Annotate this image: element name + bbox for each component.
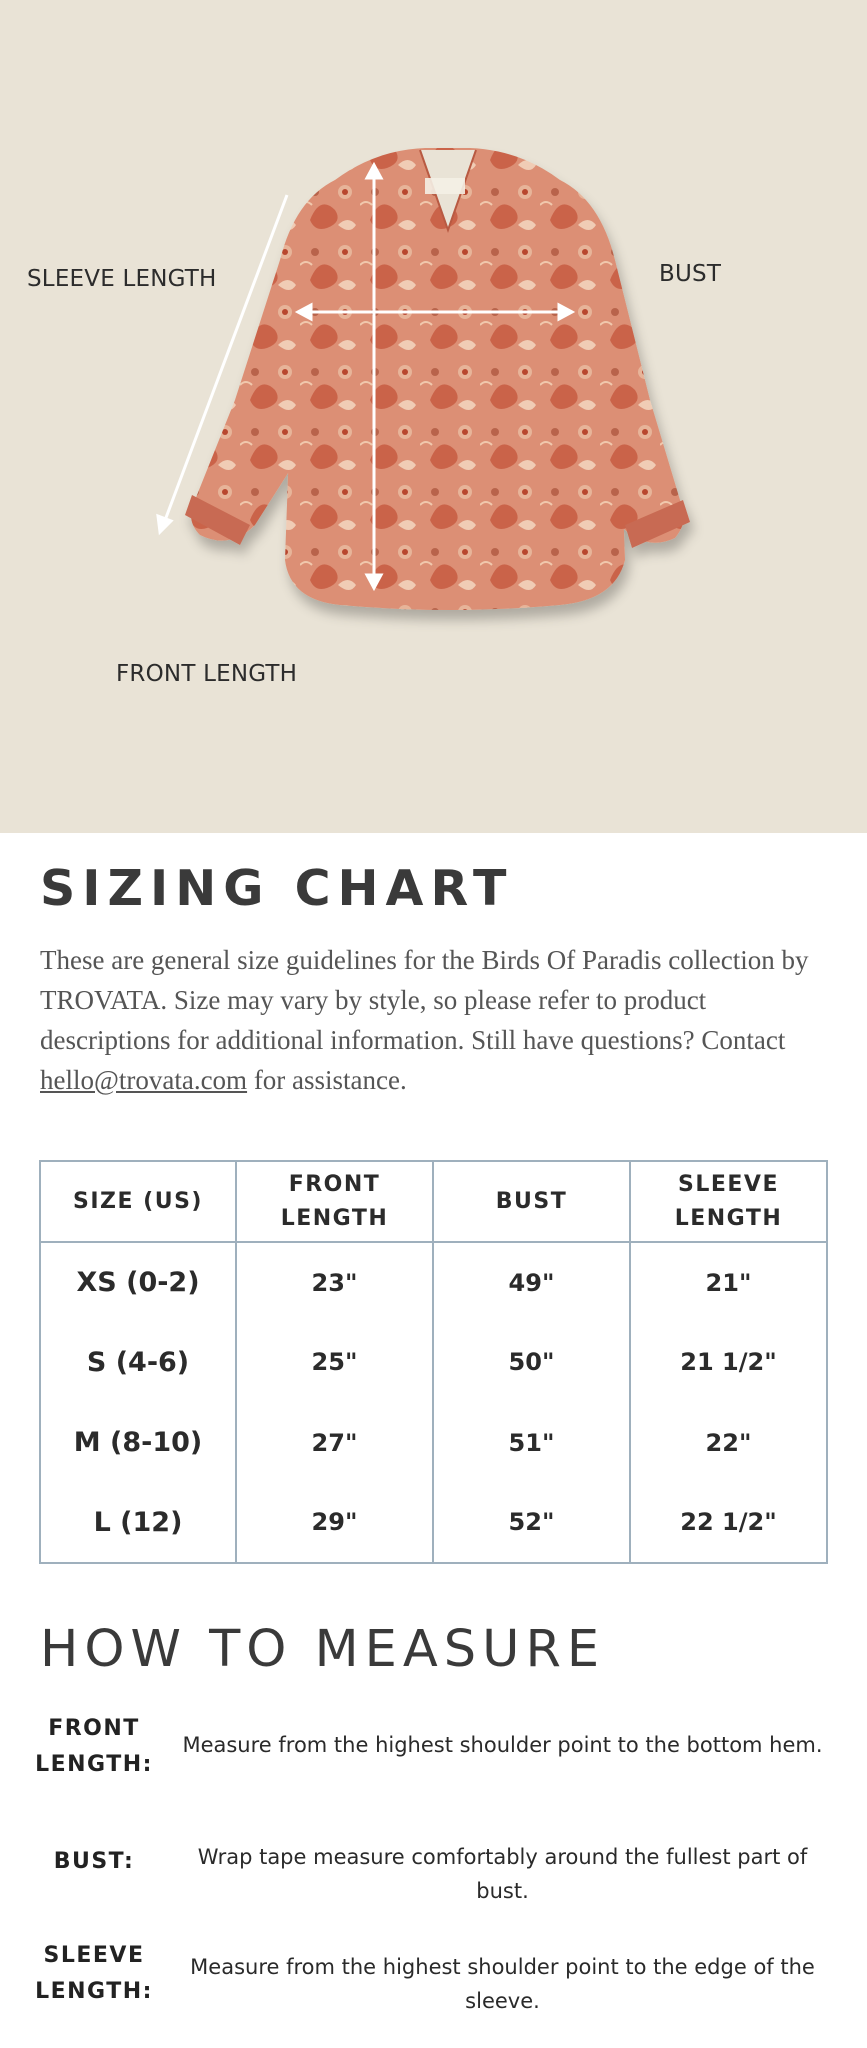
header-front-line2: LENGTH — [280, 1205, 389, 1231]
table-row — [40, 1322, 827, 1402]
cell-bust: 51" — [433, 1403, 630, 1483]
table-row — [40, 1483, 827, 1563]
intro-paragraph — [40, 940, 840, 1100]
sleeve-length-label: SLEEVE LENGTH — [27, 266, 217, 292]
cell-front-length: 23" — [236, 1242, 433, 1322]
header-front-length — [236, 1161, 433, 1242]
blouse-shape — [185, 148, 690, 610]
measure-label-line1: BUST: — [53, 1849, 135, 1874]
measure-description: Measure from the highest shoulder point to the edge of the sleeve. — [190, 1955, 815, 2013]
header-bust: BUST — [433, 1161, 630, 1242]
intro-text: These are general size guidelines for the Birds Of Paradis collection by TROVATA. Size may vary by style, so please refer to product descriptions for additional information. Still have questions? Contact — [40, 945, 809, 1055]
measure-label-line2: LENGTH: — [35, 1752, 153, 1777]
header-sleeve-length — [630, 1161, 827, 1242]
cell-front-length: 25" — [236, 1322, 433, 1402]
measure-description: Measure from the highest shoulder point to the bottom hem. — [182, 1733, 823, 1757]
bust-label: BUST — [659, 261, 722, 287]
blouse-image — [0, 0, 867, 833]
measure-label — [24, 1938, 164, 2010]
intro-suffix: for assistance. — [247, 1065, 407, 1095]
header-front-line1: FRONT — [288, 1171, 381, 1197]
cell-size: M (8-10) — [73, 1427, 203, 1459]
contact-email-link[interactable]: hello@trovata.com — [40, 1065, 248, 1095]
product-hero — [0, 0, 867, 833]
measure-label — [24, 1844, 164, 1880]
cell-front-length: 27" — [236, 1403, 433, 1483]
cell-front-length: 29" — [236, 1483, 433, 1563]
measure-label — [24, 1711, 164, 1783]
measure-label-line2: LENGTH: — [35, 1979, 153, 2004]
cell-size: S (4-6) — [86, 1346, 190, 1378]
front-length-label: FRONT LENGTH — [116, 661, 298, 687]
measure-label-line1: SLEEVE — [43, 1943, 145, 1968]
header-sleeve-line2: LENGTH — [674, 1205, 783, 1231]
header-size: SIZE (US) — [73, 1188, 203, 1214]
table-header-row — [40, 1161, 827, 1242]
cell-size: XS (0-2) — [76, 1267, 200, 1299]
cell-bust: 52" — [433, 1483, 630, 1563]
measure-label-line1: FRONT — [48, 1716, 140, 1741]
cell-sleeve-length: 21" — [630, 1242, 827, 1322]
cell-bust: 49" — [433, 1242, 630, 1322]
sizing-chart-title: SIZING CHART — [40, 860, 514, 917]
cell-sleeve-length: 21 1/2" — [630, 1322, 827, 1402]
cell-bust: 50" — [433, 1322, 630, 1402]
size-table — [39, 1160, 828, 1564]
measure-description: Wrap tape measure comfortably around the fullest part of bust. — [197, 1845, 808, 1903]
how-to-measure-title: HOW TO MEASURE — [40, 1620, 606, 1679]
cell-sleeve-length: 22" — [630, 1403, 827, 1483]
cell-sleeve-length: 22 1/2" — [630, 1483, 827, 1563]
table-row — [40, 1403, 827, 1483]
header-sleeve-line1: SLEEVE — [678, 1171, 779, 1197]
table-row — [40, 1242, 827, 1322]
cell-size: L (12) — [93, 1506, 183, 1538]
